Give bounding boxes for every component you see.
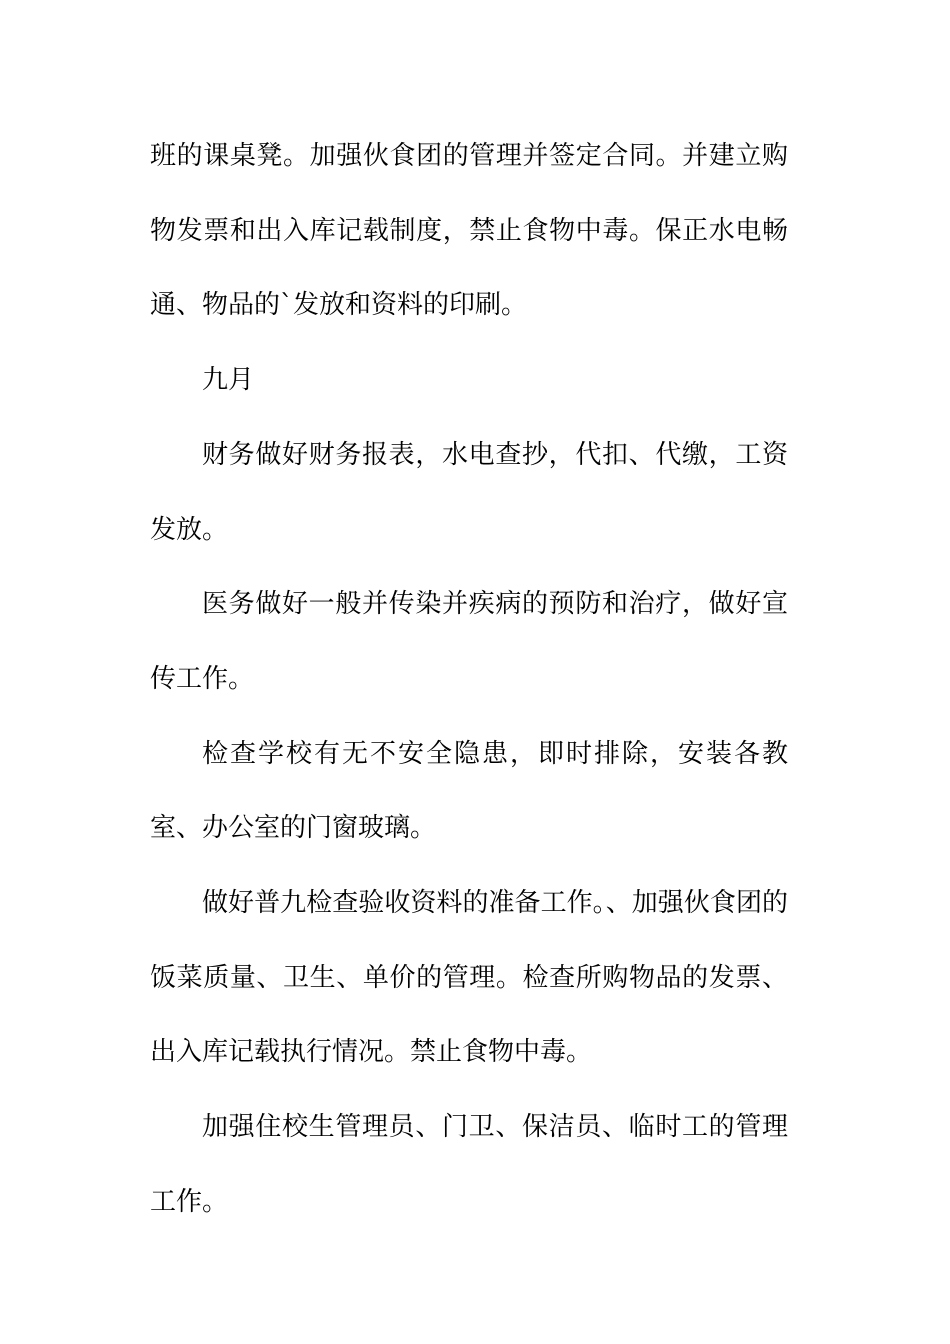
paragraph-continuation: 班的课桌凳。加强伙食团的管理并签定合同。并建立购物发票和出入库记载制度，禁止食物中毒。保正水电畅通、物品的`发放和资料的印刷。 <box>150 141 788 321</box>
document-body <box>150 119 788 1240</box>
section-heading-september: 九月 <box>202 365 255 396</box>
paragraph-safety-check: 检查学校有无不安全隐患，即时排除，安装各教室、办公室的门窗玻璃。 <box>150 738 788 844</box>
paragraph-finance: 财务做好财务报表，水电查抄，代扣、代缴，工资发放。 <box>150 439 788 545</box>
paragraph-medical: 医务做好一般并传染并疾病的预防和治疗，做好宣传工作。 <box>150 589 788 694</box>
paragraph-staff-management: 加强住校生管理员、门卫、保洁员、临时工的管理工作。 <box>150 1112 788 1217</box>
paragraph-inspection-canteen: 做好普九检查验收资料的准备工作。、加强伙食团的饭菜质量、卫生、单价的管理。检查所购物品的发票、出入库记载执行情况。禁止食物中毒。 <box>150 888 788 1068</box>
